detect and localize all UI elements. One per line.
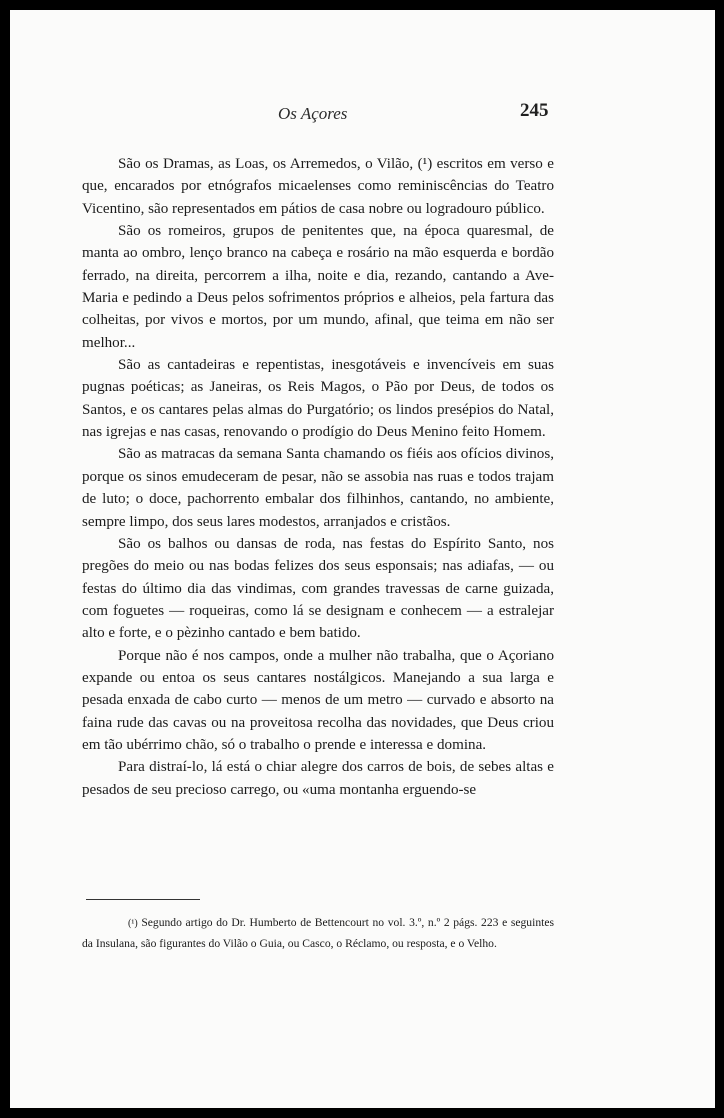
- running-header-title: Os Açores: [278, 104, 348, 123]
- footnote-marker: (¹): [128, 918, 138, 929]
- body-text: [82, 153, 554, 801]
- footnote: [82, 913, 554, 953]
- footnote-divider: [86, 899, 200, 900]
- paragraph: Porque não é nos campos, onde a mulher não trabalha, que o Açoriano expande ou entoa os seus cantares nostálgicos. Manejando a sua larga e pesada enxada de cabo curto — menos de um metro — curvado e absorto na faina rude das cavas ou na proveitosa recolha das novidades, que Deus criou em tão ubérrimo chão, só o trabalho o prende e interessa e domina.: [82, 647, 554, 753]
- book-page: [10, 10, 715, 1108]
- paragraph: Para distraí-lo, lá está o chiar alegre dos carros de bois, de sebes altas e pesados de seu precioso carrego, ou «uma montanha erguendo-se: [82, 759, 554, 798]
- paragraph: São as cantadeiras e repentistas, inesgotáveis e invencíveis em suas pugnas poéticas; as Janeiras, os Reis Magos, o Pão por Deus, de todos os Santos, e os cantares pelas almas do Purgatório; os lindos presépios do Natal, nas igrejas e nas casas, renovando o prodígio do Deus Menino feito Homem.: [82, 357, 554, 441]
- paragraph: São os balhos ou dansas de roda, nas festas do Espírito Santo, nos pregões do meio ou nas bodas felizes dos seus esponsais; nas adiafas, — ou festas do último dia das vindimas, com grandes travessas de carne guizada, com foguetes — roqueiras, como lá se designam e conhecem — a estralejar alto e forte, e o pèzinho cantado e bem batido.: [82, 535, 554, 642]
- paragraph: São as matracas da semana Santa chamando os fiéis aos ofícios divinos, porque os sinos emudeceram de pesar, não se assobia nas ruas e todos trajam de luto; o doce, pachorrento embalar dos filhinhos, cantando, no ambiente, sempre limpo, dos seus lares modestos, arranjados e cristãos.: [82, 446, 554, 530]
- footnote-text: Segundo artigo do Dr. Humberto de Bettencourt no vol. 3.º, n.º 2 págs. 223 e seguintes da Insulana, são figurantes do Vilão o Guia, ou Casco, o Réclamo, ou resposta, e o Velho.: [82, 916, 554, 950]
- paragraph: São os Dramas, as Loas, os Arremedos, o Vilão, (¹) escritos em verso e que, encarados por etnógrafos micaelenses como reminiscências do Teatro Vicentino, são representados em pátios de casa nobre ou logradouro público.: [82, 156, 554, 217]
- page-number: 245: [520, 100, 549, 121]
- paragraph: São os romeiros, grupos de penitentes que, na época quaresmal, de manta ao ombro, lenço branco na cabeça e rosário na mão esquerda e bordão ferrado, na direita, percorrem a ilha, noite e dia, rezando, cantando a Ave-Maria e pedindo a Deus pelos sofrimentos próprios e alheios, pela fartura das colheitas, por vivos e mortos, por um mundo, afinal, que teima em não ser melhor...: [82, 223, 554, 351]
